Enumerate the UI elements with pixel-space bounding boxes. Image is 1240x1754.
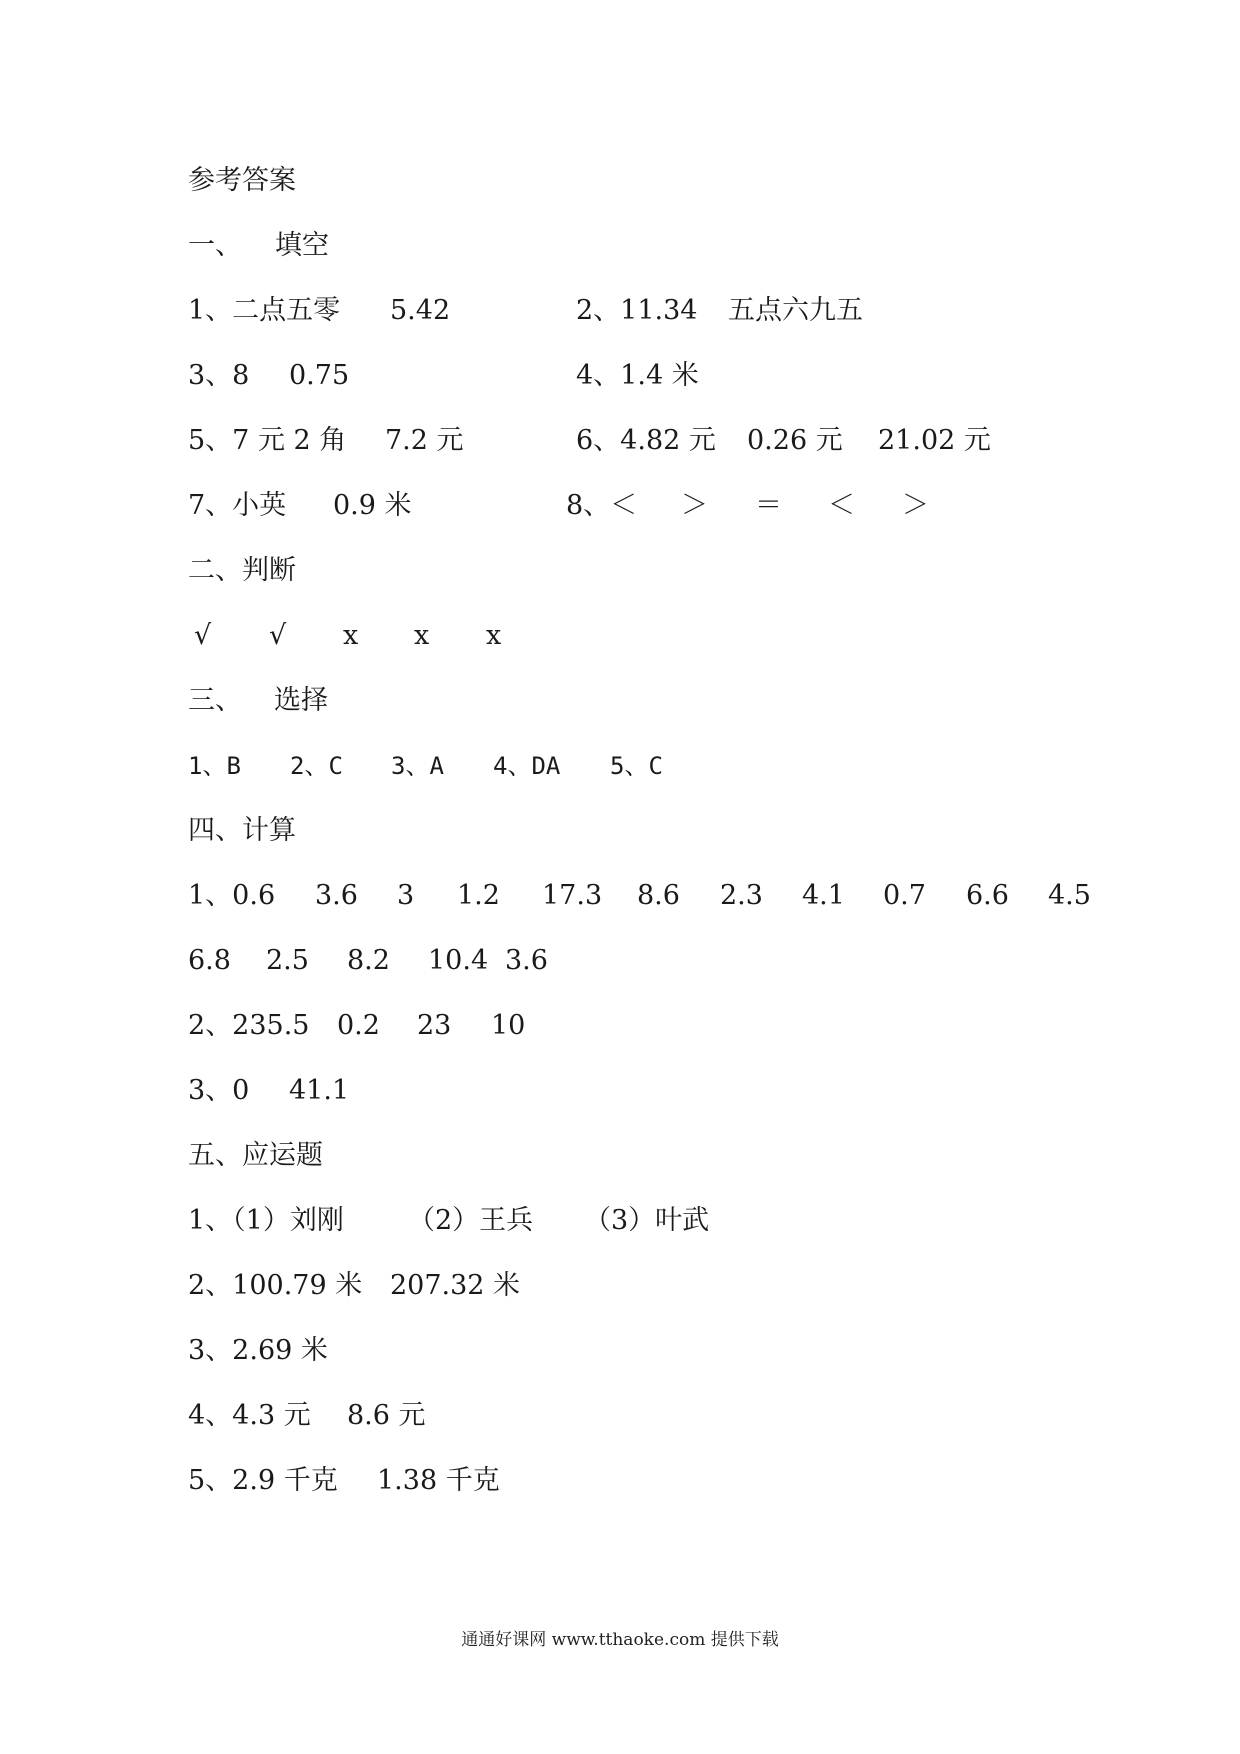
answer-text: 2.3: [720, 880, 763, 911]
answer-text: 17.3: [542, 880, 603, 911]
section-label: 填空: [275, 230, 329, 261]
answer-text: 2、235.5: [188, 1010, 310, 1041]
section-application-heading: 五、应运题: [188, 1140, 323, 1171]
answer-text: ＜: [828, 490, 855, 521]
answer-text: 5.42: [390, 295, 451, 326]
answer-text: ＞: [902, 490, 929, 521]
answer-text: 4、4.3 元: [188, 1400, 311, 1431]
answer-text: 2.5: [266, 945, 309, 976]
answer-text: x: [414, 620, 430, 651]
answer-text: 2、C: [290, 752, 343, 780]
answer-text: 207.32 米: [390, 1270, 521, 1301]
answer-text: 10: [491, 1010, 526, 1041]
answer-text: 1、二点五零: [188, 295, 341, 326]
answer-text: 3.6: [315, 880, 358, 911]
answer-text: 0.2: [337, 1010, 380, 1041]
answer-text: 2、100.79 米: [188, 1270, 363, 1301]
answer-text: 3.6: [505, 945, 548, 976]
answer-text: 1、0.6: [188, 880, 276, 911]
answer-text: x: [486, 620, 502, 651]
page-title: 参考答案: [188, 165, 296, 196]
answer-text: 3、0: [188, 1075, 250, 1106]
answer-text: ＞: [681, 490, 708, 521]
answer-text: 6、4.82 元: [576, 425, 716, 456]
answer-text: 5、C: [610, 752, 663, 780]
answer-text: 4.5: [1048, 880, 1091, 911]
answer-text: 8.6: [637, 880, 680, 911]
answer-text: 4.1: [802, 880, 845, 911]
section-number: 三、: [188, 685, 242, 716]
answer-text: 23: [417, 1010, 452, 1041]
answer-text: √: [194, 620, 212, 651]
answer-text: √: [269, 620, 287, 651]
answer-text: 3、8: [188, 360, 250, 391]
answer-text: 8.2: [347, 945, 390, 976]
answer-text: 4、DA: [493, 752, 561, 780]
answer-text: 5、7 元 2 角: [188, 425, 347, 456]
section-number: 一、: [188, 230, 242, 261]
answer-text: 2、11.34: [576, 295, 698, 326]
answer-text: 8、＜: [566, 490, 638, 521]
answer-text: ＝: [755, 490, 782, 521]
answer-text: 7.2 元: [385, 425, 464, 456]
answer-text: 0.9 米: [333, 490, 412, 521]
section-label: 选择: [274, 685, 328, 716]
answer-text: 21.02 元: [878, 425, 991, 456]
answer-text: 1.2: [457, 880, 500, 911]
answer-text: 1、B: [188, 752, 241, 780]
answer-text: （3）叶武: [584, 1205, 710, 1236]
answer-text: 3: [397, 880, 415, 911]
answer-text: 4、1.4 米: [576, 360, 699, 391]
answer-text: 3、2.69 米: [188, 1335, 328, 1366]
answer-text: 10.4: [428, 945, 489, 976]
answer-text: 1、（1）刘刚: [188, 1205, 344, 1236]
answer-text: 0.7: [883, 880, 926, 911]
answer-text: 1.38 千克: [377, 1465, 500, 1496]
answer-text: 8.6 元: [347, 1400, 426, 1431]
answer-text: 5、2.9 千克: [188, 1465, 338, 1496]
answer-text: 6.6: [966, 880, 1009, 911]
answer-text: 6.8: [188, 945, 231, 976]
section-calc-heading: 四、计算: [188, 815, 296, 846]
page-footer: 通通好课网 www.tthaoke.com 提供下载: [461, 1630, 779, 1650]
answer-text: （2）王兵: [408, 1205, 534, 1236]
section-judge-heading: 二、判断: [188, 555, 296, 586]
answer-text: x: [343, 620, 359, 651]
answer-text: 0.26 元: [747, 425, 843, 456]
answer-text: 五点六九五: [728, 295, 863, 326]
answer-text: 7、小英: [188, 490, 287, 521]
answer-text: 41.1: [289, 1075, 350, 1106]
answer-text: 0.75: [289, 360, 350, 391]
answer-text: 3、A: [391, 752, 444, 780]
